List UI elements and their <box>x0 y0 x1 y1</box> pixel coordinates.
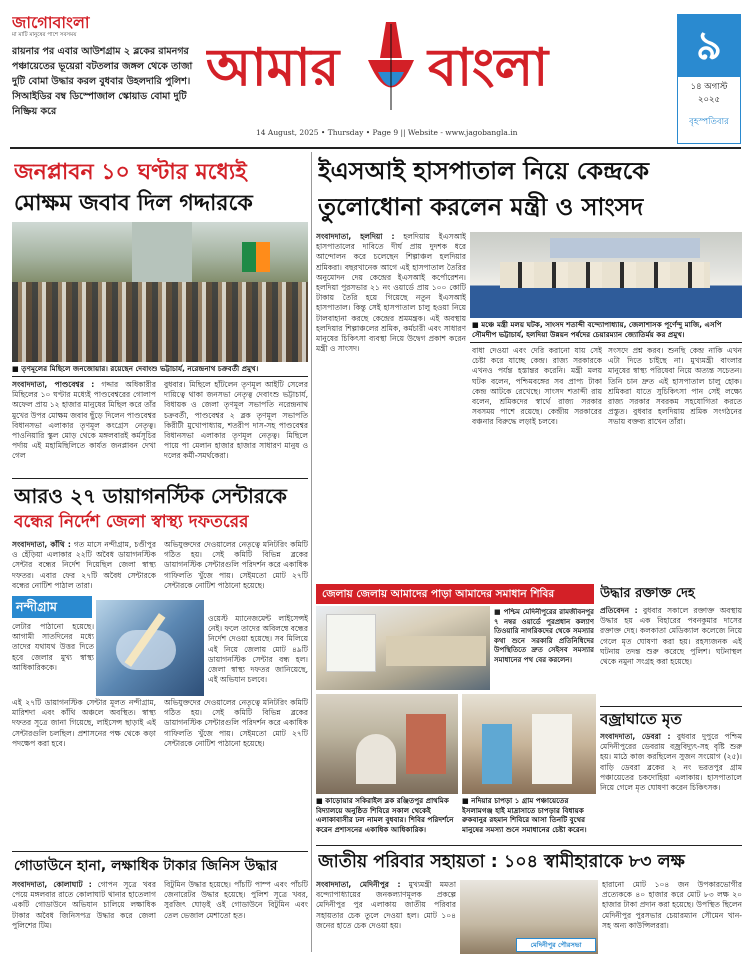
column-divider <box>311 152 312 952</box>
flood-photo-caption: ■ তৃণমূলের মিছিলে জনজোয়ার। রয়েছেন দেবাংশু ভট্টাচার্য, নরেন্দ্রনাথ চক্রবর্তী প্রমুখ। <box>12 364 259 373</box>
diag-body-1: গত মাসে নন্দীগ্রাম, চণ্ডীপুর ও হেঁড়িয়া এলাকার ২২টি অবৈধ ডায়াগনস্টিক সেন্টার বন্ধের নির্দেশ দিয়েছিল জেলা স্বাস্থ্য দফতর। এবার ফের ২৭টি অবৈধ সেন্টারকে বন্ধের নোটিশ পাঠাল তারা। <box>12 540 156 590</box>
date-bn: ১৪ অগাস্ট ২০২৫ <box>690 82 728 105</box>
lightning-rule <box>600 706 742 707</box>
lightning-dateline: সংবাদদাতা, ডেবরা : <box>600 732 671 741</box>
esi-body-col1 <box>316 232 466 582</box>
diag-dateline: সংবাদদাতা, কাঁথি : <box>12 540 71 549</box>
esi-headline-1: ইএসআই হাসপাতাল নিয়ে কেন্দ্রকে <box>318 157 650 185</box>
esi-body-col3: সংসদে প্রশ্ন করব। শুনছি কেন্দ্র নাকি এখন এটা দিতে চাইছে না। মুখ্যমন্ত্রী বাংলার মানুষের স্বাস্থ্য পরিষেবা নিয়ে অত্যন্ত সচেতন। তিনি চান দ্রুত এই হাসপাতাল চালু হোক। শ্রমিকরা যাতে সুচিকিৎসা পান সেই লক্ষ্যে রাজ্য সরকার সবরকম সহযোগিতা করতে প্রস্তুত। বুধবার হলদিয়ায় শ্রমিক সংগঠনের সভায় বক্তব্য রাখেন তাঁরা। <box>608 346 742 427</box>
godown-body-col2: বিটুমিন উদ্ধার হয়েছে। পাঁচটি পাম্প এবং পাঁচটি জেনারেটর উদ্ধার হয়েছে। পুলিশ সূত্রে খবর, সুরজিৎ ঘোড়ই ওই গোডাউনে বিটুমিন এবং তেল ভেজাল মেশাতো হত। <box>164 880 308 920</box>
esi-body-1: হলদিয়ায় ইএসআই হাসপাতালের দাবিতে দীর্ঘ প্রায় দুদশক ধরে আন্দোলন করে চলেছেন শিল্পাঞ্চল হলদিয়ার শ্রমিকরা। বছরখানেক আগে এই হাসপাতাল তৈরির অনুমোদন দেয় কেন্দ্রের ইএসআই কর্পোরেশন। হলদিয়া পুরসভার ২১ নং ওয়ার্ডে প্রায় ১০০ কোটি টাকায় তৈরি হয়ে গিয়েছে নতুন ইএসআই হাসপাতাল। কিন্তু সেই হাসপাতাল চালু হওয়া নিয়ে টালবাহানা করছে কেন্দ্রের শ্রমমন্ত্রক। এই অবস্থায় হলদিয়ার শিল্পাঞ্চলের শ্রমিক, কর্মচারী এবং সাধারণ মানুষের চিকিৎসা ব্যবস্থা নিয়ে উদ্বেগ প্রকাশ করেন মন্ত্রী ও সাংসদ। <box>316 232 466 354</box>
flood-body-1: গদ্দার অধিকারীর মিছিলের ১০ ঘণ্টার মধ্যেই পাণ্ডবেশ্বরের গোলাপ অফেল প্রায় ১২ হাজার মানুষের মিছিল করে তাঁর মুখের উপর মোক্ষম জবাব ছুঁড়ে দিলেন পাণ্ডবেশ্বর বিধানসভা এলাকার তৃণমূল কংগ্রেস নেতৃত্ব। পাওনিয়ারি স্কুল মোড় থেকে মঙ্গলবারই কর্মসূচির পর্দায় এই মহামিছিলিতে কার্যত জনপ্লাবন দেখা গেল <box>12 380 156 461</box>
shibir-caption-3: ■ নদিয়ার চাপড়া ১ গ্রাম পঞ্চায়েতের ইসলামগঞ্জ হাই মাদ্রাসাতে চাপড়ার বিধায়ক রুকবানুর রহমান শিবিরে আসা তিনটি বুথের মানুষের সমস্যা শুনে সমাধানের চেষ্টা করেন। <box>462 796 587 834</box>
title-amar: আমার <box>206 38 340 98</box>
shibir-photo-2 <box>316 694 458 794</box>
flood-dateline: সংবাদদাতা, পাণ্ডবেশ্বর : <box>12 380 95 389</box>
esi-photo-caption: ■ মঞ্চে মন্ত্রী মলয় ঘটক, সাংসদ শতাব্দী বন্দ্যোপাধ্যায়, জেলাশাসক পূর্ণেন্দু মাজি, এসপি সৌমদীপ ভট্টাচার্য, হলদিয়া উন্নয়ন পর্ষদের চেয়ারম্যান জ্যোতির্ময় কর প্রমুখ। <box>472 320 722 339</box>
lightning-body-text: বুধবার দুপুরে পশ্চিম মেদিনীপুরের ডেবরায় বজ্রবিদ্যুৎ-সহ বৃষ্টি শুরু হয়। মাঠে কাজ করছিলেন সুজন সংয়োগ (২৫)। বাড়ি ডেবরা ব্লকের ২ নং ভরতপুর গ্রাম পঞ্চায়েতের চকদোহিয়া এলাকায়। হাসপাতালে নিয়ে গেলে মৃত ঘোষণা করেন চিকিৎসক। <box>600 732 742 793</box>
esi-body-col2: বাধা দেওয়া এবং দেরি করানো যায় সেই চেষ্টা করে যাচ্ছে কেন্দ্র। রাজ্য সরকারকে এখনও পর্যন্ত হস্তান্তর করেনি। মন্ত্রী মলয় ঘটক বলেন, পশ্চিমবঙ্গের সব প্রাপ্য টাকা কেন্দ্র আটকে রেখেছে। সাংসদ শতাব্দী রায় বলেন, শ্রমিকদের স্বার্থে রাজ্য সরকার সবসময় পাশে রয়েছে। কেন্দ্রীয় সরকারের বঞ্চনার বিরুদ্ধে লড়াই চলবে। <box>472 346 602 427</box>
flood-cap-rule <box>12 376 308 377</box>
masthead-rule <box>10 147 741 149</box>
flood-headline-2: মোক্ষম জবাব দিল গদ্দারকে <box>14 191 253 216</box>
pariwar-rule <box>316 845 742 846</box>
diag-body-col4: ওয়েস্ট ম্যানেজমেন্ট লাইসেন্সই নেই। ফলে তাদের অবিলম্বে বন্ধের নির্দেশ দেওয়া হয়েছে। সব মিলিয়ে এই নিয়ে জেলায় মোট ৪৯টি ডায়াগনস্টিক সেন্টার বন্ধ হল। জেলা স্বাস্থ্য দফতর জানিয়েছে, এই অভিযান চলবে। <box>208 614 308 685</box>
diag-headline-2: বন্ধের নির্দেশ জেলা স্বাস্থ্য দফতরের <box>14 512 249 532</box>
godown-dateline: সংবাদদাতা, কোলাঘাট : <box>12 880 92 889</box>
diag-body-col1 <box>12 540 156 592</box>
pariwar-body-1: মুখ্যমন্ত্রী মমতা বন্দ্যোপাধ্যায়ের জনকল্যাণমূলক প্রকল্পে মেদিনীপুর পুর এলাকায় জাতীয় পরিবার সহায়তার চেক তুলে দেওয়া হল। মোট ১০৪ জনের হাতে চেক দেওয়া হয়। <box>316 880 456 930</box>
title-bangla: বাংলা <box>428 38 549 98</box>
godown-body-col1 <box>12 880 156 954</box>
shibir-item-1: ■ পশ্চিম মেদিনীপুরের রামজীবনপুর ৭ নম্বর ওয়ার্ডে পুরপ্রধান কল্যাণ তিওয়ারি নাগরিকদের থেকে সমস্যার কথা শুনে সরকারি প্রতিনিধিদের উপস্থিতিতে দ্রুত সেইসব সমস্যার সমাধানের পথ বের করলেন। <box>494 608 594 664</box>
flood-headline-1: জনপ্লাবন ১০ ঘণ্টার মধ্যেই <box>14 160 247 185</box>
esi-dateline: সংবাদদাতা, হলদিয়া : <box>316 232 395 241</box>
pariwar-banner-label: মেদিনীপুর পৌরসভা <box>516 938 596 952</box>
flood-body-col1 <box>12 380 156 472</box>
blood-headline: উদ্ধার রক্তাক্ত দেহ <box>600 586 695 601</box>
page-number-box <box>677 14 741 144</box>
shibir-photo-3 <box>462 694 596 794</box>
pariwar-headline: জাতীয় পরিবার সহায়তা : ১০৪ স্বামীহারাকে ৮৩ লক্ষ <box>318 852 685 872</box>
dateline-bar: 14 August, 2025 • Thursday • Page 9 || Website - www.jagobangla.in <box>256 128 518 137</box>
page-number: ৯ <box>696 23 722 69</box>
shibir-photo-1 <box>316 606 490 690</box>
diag-headline-1: আরও ২৭ ডায়াগনস্টিক সেন্টারকে <box>14 484 287 508</box>
diag-top-rule <box>12 478 308 479</box>
ektara-icon <box>356 20 426 120</box>
esi-headline-2: তুলোধোনা করলেন মন্ত্রী ও সাংসদ <box>318 193 644 221</box>
blood-body-text: বুধবার সকালে রক্তাক্ত অবস্থায় উদ্ধার হয় এক বিহারের পবনকুমার দাসের রক্তাক্ত দেহ। কলকাতা মেডিক্যাল কলেজে নিয়ে গেলে মৃত ঘোষণা করা হয়। রহস্যজনক এই ঘটনায় তদন্ত শুরু করেছে পুলিশ। ঘটনাস্থল থেকে নমুনা সংগ্রহ করা হয়েছে। <box>600 606 742 667</box>
weekday-bn: বৃহস্পতিবার <box>689 117 729 127</box>
lightning-body <box>600 732 742 842</box>
flood-body-col2: বুধবার। মিছিলে হাঁটলেন তৃণমূল আইটি সেলের দায়িত্বে থাকা জনসভা নেতৃত্ব দেবাংশু ভট্টাচার্য, বিধায়ক ও জেলা তৃণমূল সভাপতি নরেন্দ্রনাথ চক্রবর্তী, পাণ্ডবেশ্বর ২ ব্লক তৃণমূল সভাপতি কিরীটী মুখোপাধ্যায়, শতরীপ দাস-সহ পাণ্ডবেশ্বর বিধানসভা এলাকার তৃণমূল নেতৃত্ব। মিছিলে পায়ে পা মেলান হাজার হাজার সাধারণ মানুষ ও দলের কর্মী-সমর্থকেরা। <box>164 380 308 461</box>
brand-name: জাগোবাংলা <box>12 14 90 32</box>
godown-headline: গোডাউনে হানা, লক্ষাধিক টাকার জিনিস উদ্ধার <box>14 858 278 874</box>
diag-body-col5: অভিযুক্তদের দেওয়ালের নেতৃত্বে মনিটরিং কমিটি গঠিত হয়। সেই কমিটি বিভিন্ন ব্লকের ডায়াগনস্টিক সেন্টারগুলি পরিদর্শন করে একাধিক গাফিলতি খুঁজে পায়। সেইমতো মোট ২৭টি সেন্টারকে নোটিশ পাঠানো হয়েছে। <box>164 698 308 748</box>
esi-cap-rule <box>470 342 742 343</box>
masthead-title <box>206 20 656 122</box>
jagobangla-logo <box>12 14 122 42</box>
lightning-headline: বজ্রাঘাতে মৃত <box>600 710 682 728</box>
shibir-caption-2: ■ কাড়োয়ার সকিরাইল ব্লক রঞ্জিতপুর প্রাথমিক বিদ্যালয়ে অনুষ্ঠিত শিবিরে সকাল থেকেই এলাকাবাসীর ঢল নামল বুধবার। শিবির পরিদর্শনে করেন প্রশাসনের একাধিক আধিকারিক। <box>316 796 454 834</box>
lab-test-photo <box>96 600 204 696</box>
pariwar-photo <box>460 880 598 954</box>
blood-body <box>600 606 742 706</box>
pariwar-body-col3: হারানো মোট ১০৪ জন উপকারভোগীর প্রত্যেককে ৪০ হাজার করে মোট ৮৩ লক্ষ ২০ হাজার টাকা প্রদান করা হয়েছে। উপস্থিত ছিলেন মেদিনীপুর পুরসভার চেয়ারম্যান সৌমেন খান-সহ অন্য কাউন্সিলররা। <box>602 880 742 930</box>
diag-body-col3: এই ২৭টি ডায়াগনস্টিক সেন্টার মূলত নন্দীগ্রাম, মারিশদা এবং কাঁথি অঞ্চলে অবস্থিত। স্বাস্থ্য দফতর সূত্রে জানা গিয়েছে, লাইসেন্স ছাড়াই এই সেন্টারগুলি চলছিল। প্রশাসনের পক্ষ থেকে কড়া পদক্ষেপ করা হবে। <box>12 698 156 748</box>
brand-tagline: মা মাটি মানুষের পাশে সবসময় <box>12 32 77 38</box>
godown-body-1: গোপন সূত্রে খবর পেয়ে মঙ্গলবার রাতে কোলাঘাট থানার হাতেলাগ একটি গোডাউনে অভিযান চালিয়ে লক্ষাধিক টাকার অবৈধ জিনিসপত্র উদ্ধার করে জেলা পুলিশের টিম। <box>12 880 156 930</box>
teaser-text: রায়নার পর এবার আউশগ্রাম ২ ব্লকের রামনগর পঞ্চায়েতের ভূয়েরা বটতলার জঙ্গল থেকে তাজা দুটি বোমা উদ্ধার করল বুধবার উহলদারি পুলিশ। সিআইডির বম্ব ডিস্পোজাল স্কোয়াড বোমা দুটি নিষ্ক্রিয় করে <box>12 46 193 117</box>
shibir-banner: জেলায় জেলায় আমাদের পাড়া আমাদের সমাধান শিবির <box>316 584 594 604</box>
flood-rally-photo <box>12 222 308 362</box>
nandigram-tag: নন্দীগ্রাম <box>12 596 92 618</box>
diag-body-col2: অভিযুক্তদের দেওয়ালের নেতৃত্বে মনিটরিং কমিটি গঠিত হয়। সেই কমিটি বিভিন্ন ব্লকের ডায়াগনস্টিক সেন্টারগুলি পরিদর্শন করে একাধিক গাফিলতি খুঁজে পায়। সেইমতো মোট ২৭টি সেন্টারকে নোটিশ পাঠানো হয়েছে। <box>164 540 308 590</box>
blood-dateline: প্রতিবেদন : <box>600 606 638 615</box>
pariwar-dateline: সংবাদদাতা, মেদিনীপুর : <box>316 880 401 889</box>
esi-stage-photo <box>470 232 742 318</box>
diag-tag-body: লেটার পাঠানো হয়েছে। আগামী সাতদিনের মধ্যে তাদের যথাযথ উত্তর দিতে হবে জেলার মুখ্য স্বাস্থ্য আধিকারিককে। <box>12 622 94 672</box>
date-panel <box>678 77 740 143</box>
pariwar-body-col1 <box>316 880 456 954</box>
godown-rule <box>12 851 308 852</box>
